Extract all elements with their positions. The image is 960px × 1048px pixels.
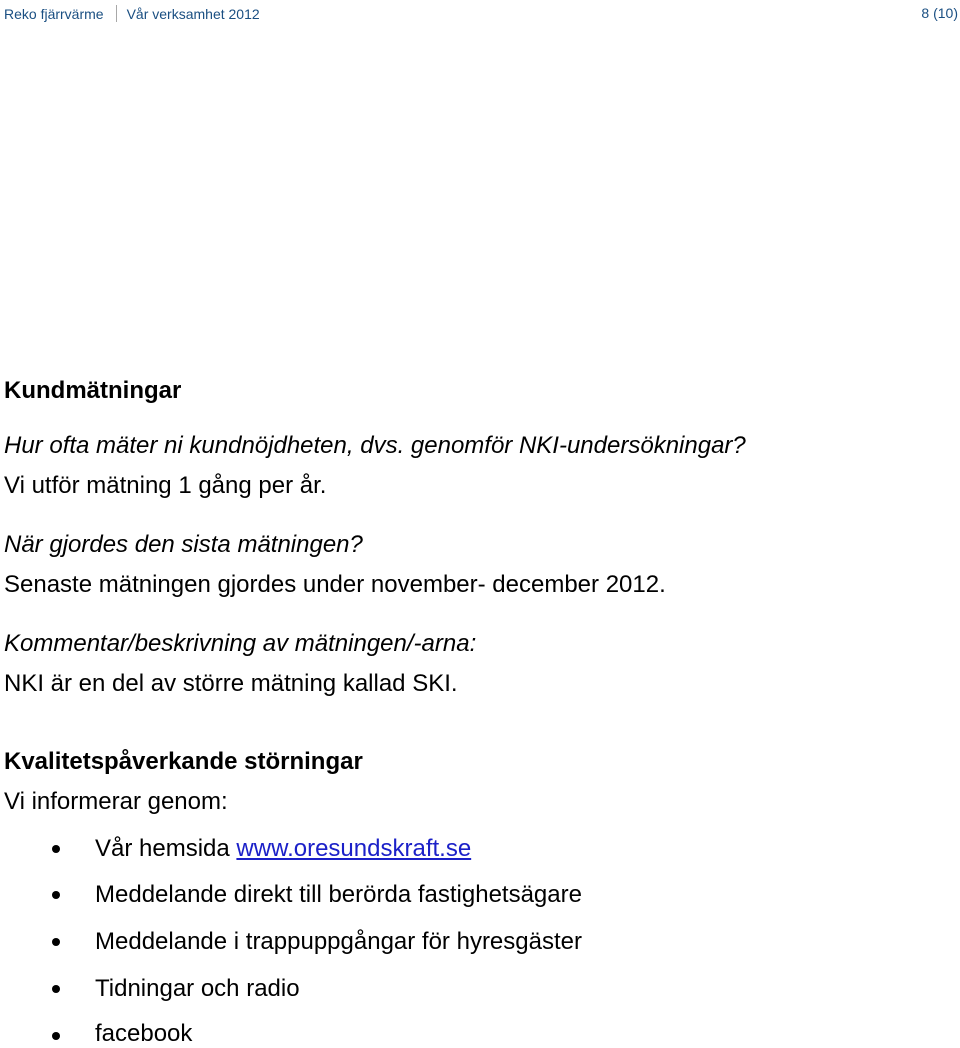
header-report-title: Vår verksamhet 2012 bbox=[126, 6, 260, 22]
bullet-icon bbox=[52, 845, 60, 853]
list-item-website bbox=[95, 835, 471, 863]
section-heading-storningar: Kvalitetspåverkande störningar bbox=[4, 748, 363, 775]
section-heading-kundmatningar: Kundmätningar bbox=[4, 377, 182, 404]
list-item-facebook: facebook bbox=[95, 1020, 193, 1047]
answer-comment: NKI är en del av större mätning kallad SKI. bbox=[4, 670, 458, 697]
bullet-icon bbox=[52, 1032, 60, 1040]
list-item-text: Vår hemsida bbox=[95, 835, 237, 862]
answer-frequency: Vi utför mätning 1 gång per år. bbox=[4, 472, 327, 499]
header-separator bbox=[116, 5, 117, 22]
bullet-icon bbox=[52, 891, 60, 899]
bullet-icon bbox=[52, 938, 60, 946]
list-item-newspapers-radio: Tidningar och radio bbox=[95, 975, 300, 1002]
header-page-number: 8 (10) bbox=[921, 5, 958, 21]
answer-last-measurement: Senaste mätningen gjordes under november- december 2012. bbox=[4, 571, 666, 598]
question-frequency: Hur ofta mäter ni kundnöjdheten, dvs. genomför NKI-undersökningar? bbox=[4, 432, 746, 459]
question-comment: Kommentar/beskrivning av mätningen/-arna: bbox=[4, 630, 477, 657]
question-last-measurement: När gjordes den sista mätningen? bbox=[4, 531, 363, 558]
list-item-stairwells: Meddelande i trappuppgångar för hyresgäster bbox=[95, 928, 582, 955]
information-intro: Vi informerar genom: bbox=[4, 788, 228, 815]
list-item-property-owners: Meddelande direkt till berörda fastighetsägare bbox=[95, 881, 582, 908]
website-link[interactable]: www.oresundskraft.se bbox=[236, 835, 472, 862]
header-company: Reko fjärrvärme bbox=[4, 6, 104, 22]
bullet-icon bbox=[52, 985, 60, 993]
page-header bbox=[0, 0, 960, 28]
header-left bbox=[4, 5, 260, 22]
